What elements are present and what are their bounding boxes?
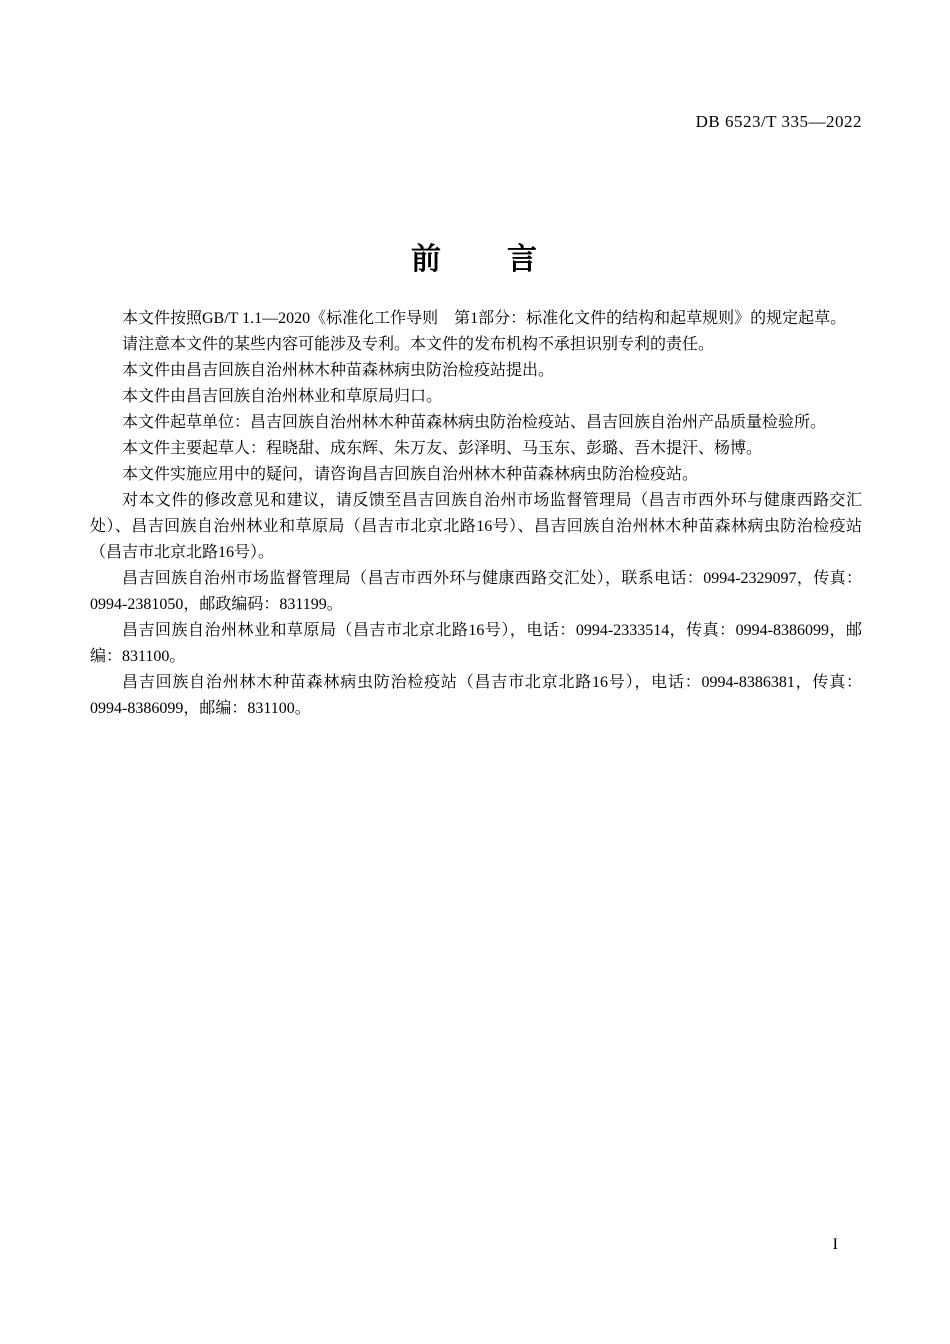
para-contact-quarantine-station: 昌吉回族自治州林木种苗森林病虫防治检疫站（昌吉市北京北路16号），电话：0994-8386381，传真：0994-8386099，邮编：831100。: [90, 674, 862, 717]
para-contact-forestry-bureau: 昌吉回族自治州林业和草原局（昌吉市北京北路16号），电话：0994-2333514，传真：0994-8386099，邮编：831100。: [90, 622, 862, 665]
document-body: [90, 306, 862, 722]
para-drafting-basis: 本文件按照GB/T 1.1—2020《标准化工作导则 第1部分：标准化文件的结构和起草规则》的规定起草。: [122, 310, 847, 327]
para-centralizer: 本文件由昌吉回族自治州林业和草原局归口。: [122, 388, 443, 405]
para-proposer: 本文件由昌吉回族自治州林木种苗森林病虫防治检疫站提出。: [122, 362, 555, 379]
foreword-title: 前 言: [411, 243, 539, 276]
standard-number: DB 6523/T 335—2022: [695, 112, 862, 131]
para-inquiry: 本文件实施应用中的疑问，请咨询昌吉回族自治州林木种苗森林病虫防治检疫站。: [122, 466, 699, 483]
para-drafters: 本文件主要起草人：程晓甜、成东辉、朱万友、彭泽明、马玉东、彭璐、吾木提汗、杨博。: [122, 440, 763, 457]
para-drafting-organizations: 本文件起草单位：昌吉回族自治州林木种苗森林病虫防治检疫站、昌吉回族自治州产品质量检验所。: [122, 414, 827, 431]
page-number: I: [832, 1236, 838, 1253]
para-patent-notice: 请注意本文件的某些内容可能涉及专利。本文件的发布机构不承担识别专利的责任。: [122, 336, 715, 353]
para-contact-market-bureau: 昌吉回族自治州市场监督管理局（昌吉市西外环与健康西路交汇处），联系电话：0994-2329097，传真：0994-2381050，邮政编码：831199。: [90, 570, 862, 613]
para-feedback: 对本文件的修改意见和建议，请反馈至昌吉回族自治州市场监督管理局（昌吉市西外环与健康西路交汇处）、昌吉回族自治州林业和草原局（昌吉市北京北路16号）、昌吉回族自治州林木种苗森林病虫防治检疫站（昌吉市北京北路16号）。: [90, 492, 862, 561]
